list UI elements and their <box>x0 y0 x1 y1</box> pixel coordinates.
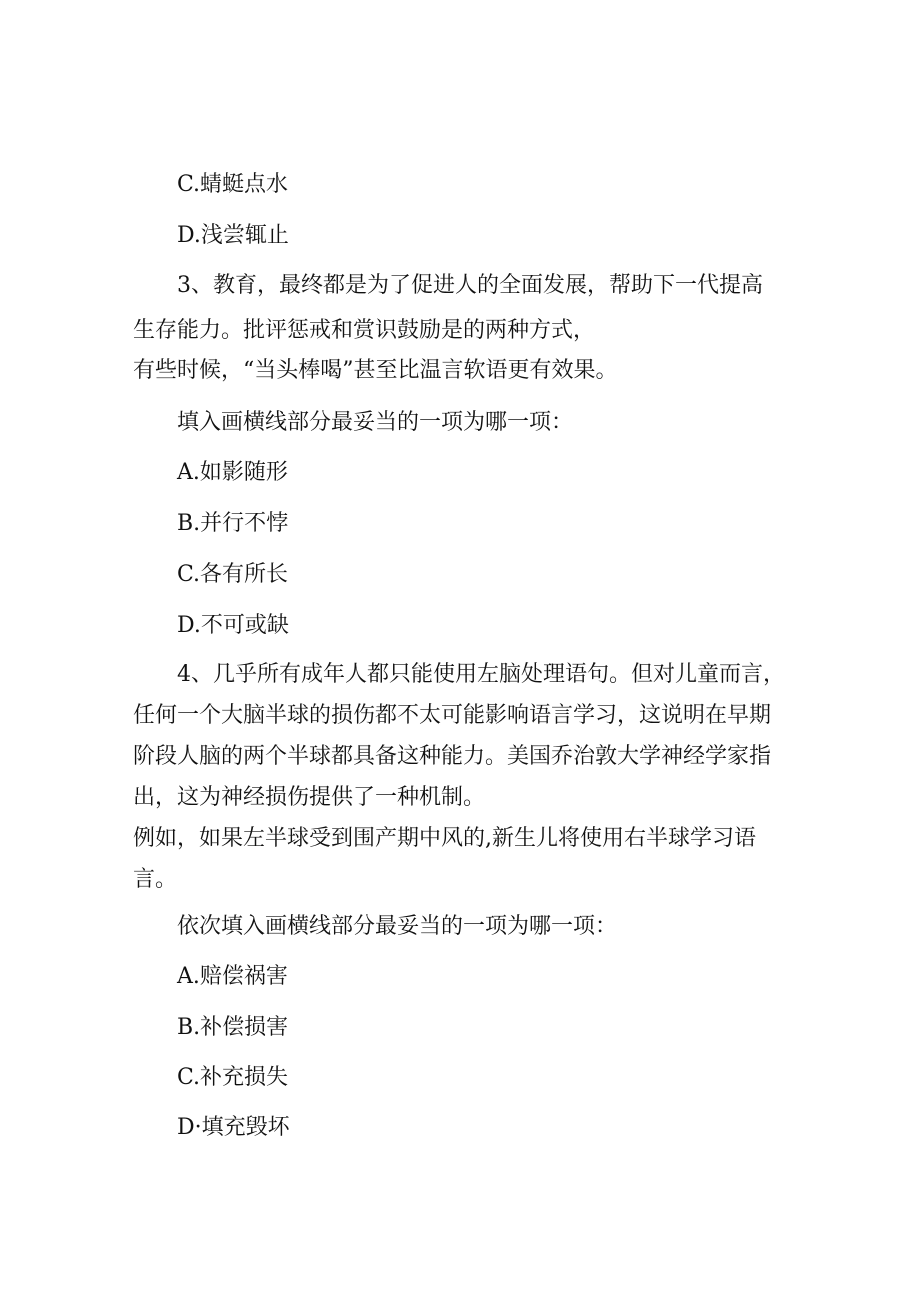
q4-text-line-1: 4、几乎所有成年人都只能使用左脑处理语句。但对儿童而言， <box>177 662 785 687</box>
q4-text-line-5: 例如，如果左半球受到围产期中风的,新生儿将使用右半球学习语 <box>133 826 756 851</box>
q3-text-line-1: 3、教育，最终都是为了促进人的全面发展，帮助下一代提高 <box>177 273 763 298</box>
q4-option-b: B.补偿损害 <box>177 1015 289 1040</box>
q4-text-line-2: 任何一个大脑半球的损伤都不太可能影响语言学习，这说明在早期 <box>133 703 772 728</box>
q2-option-d: D.浅尝辄止 <box>177 223 289 248</box>
q3-text-line-2: 生存能力。批评惩戒和赏识鼓励是的两种方式， <box>133 318 596 343</box>
q3-text-line-3: 有些时候，“当头棒喝”甚至比温言软语更有效果。 <box>133 358 618 383</box>
q4-text-line-3: 阶段人脑的两个半球都具备这种能力。美国乔治敦大学神经学家指 <box>133 744 772 769</box>
q4-instruction: 依次填入画横线部分最妥当的一项为哪一项： <box>177 914 618 939</box>
q2-option-c: C.蜻蜓点水 <box>177 172 289 197</box>
q3-option-d: D.不可或缺 <box>177 613 289 638</box>
q4-option-d: D·填充毁坏 <box>177 1115 290 1140</box>
q4-option-c: C.补充损失 <box>177 1065 289 1090</box>
q4-option-a: A.赔偿祸害 <box>177 964 288 989</box>
q4-text-line-4: 出，这为神经损伤提供了一种机制。 <box>133 785 486 810</box>
q3-option-b: B.并行不悖 <box>177 511 289 536</box>
q3-instruction: 填入画横线部分最妥当的一项为哪一项： <box>177 410 574 435</box>
q3-option-c: C.各有所长 <box>177 562 289 587</box>
q4-text-line-6: 言。 <box>133 867 178 892</box>
q3-option-a: A.如影随形 <box>177 460 288 485</box>
